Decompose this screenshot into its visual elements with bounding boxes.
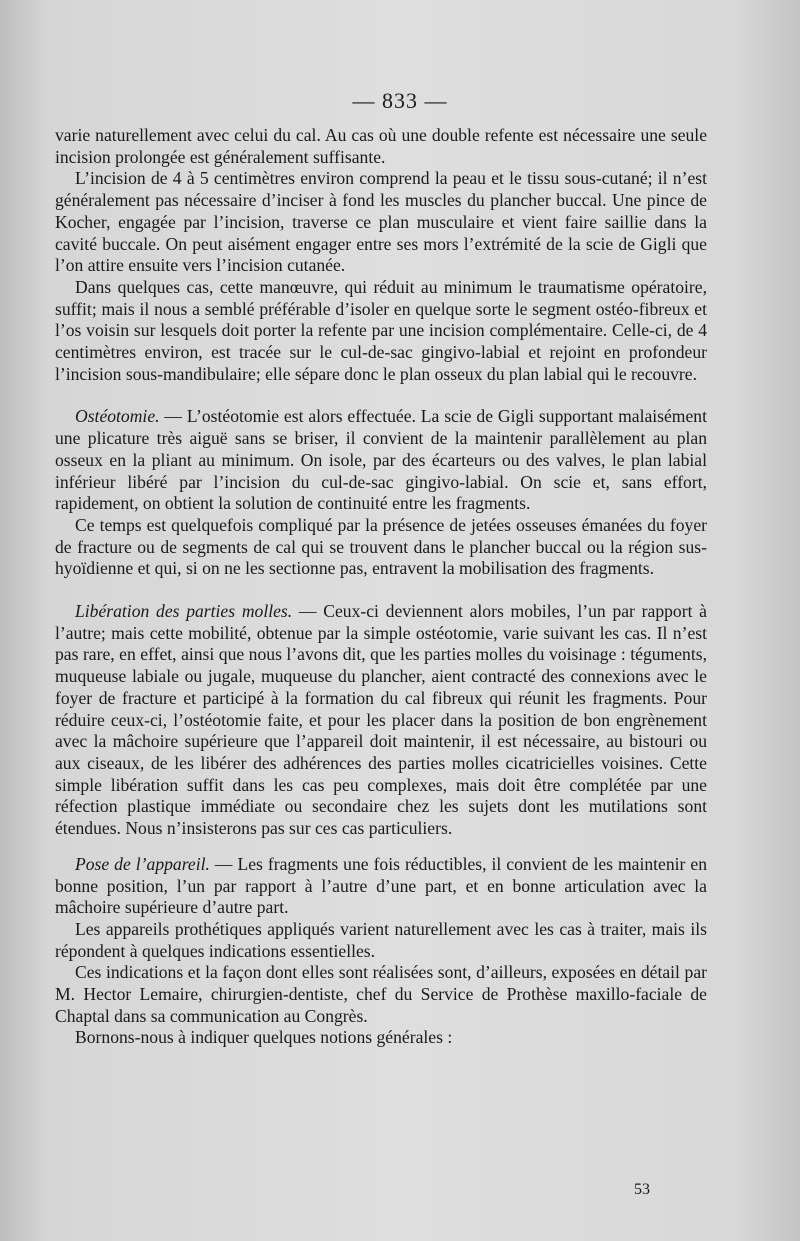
paragraph-liberation-text: — Ceux-ci deviennent alors mobiles, l’un par rapport à l’autre; mais cette mobilité, obtenue par la simple ostéotomie, varie suivant les cas. Il n’est pas rare, en effet, ainsi que nous l’avons dit, que les parties molles du voisinage : téguments, muqueuse labiale ou jugale, muqueuse du plancher, aient contracté des connexions avec le foyer de fracture et participé à la formation du cal fibreux qui réunit les fragments. Pour réduire ceux-ci, l’ostéotomie faite, et pour les placer dans la position de bon engrènement avec la mâchoire supérieure que l’appareil doit maintenir, il est nécessaire, au bistouri ou aux ciseaux, de les libérer des adhérences des parties molles cicatricielles voisines. Cette simple libération suffit dans les cas peu complexes, mais doit être complétée par une réfection plastique immédiate ou secondaire chez les sujets dont les mutilations sont étendues. Nous n’insisterons pas sur ces cas particuliers. xyxy=(55,601,707,839)
paragraph-9: Ces indications et la façon dont elles sont réalisées sont, d’ailleurs, exposées en détail par M. Hector Lemaire, chirurgien-dentiste, chef du Service de Prothèse maxillo-faciale de Chaptal dans sa communication au Congrès. xyxy=(55,962,707,1026)
paragraph-3: Dans quelques cas, cette manœuvre, qui réduit au minimum le traumatisme opératoire, suffit; mais il nous a semblé préférable d’isoler en quelque sorte le segment ostéo-fibreux et l’os voisin sur lesquels doit porter la refente par une incision complémentaire. Celle-ci, de 4 centimètres environ, est tracée sur le cul-de-sac gingivo-labial et rejoint en profondeur l’incision sous-mandibulaire; elle sépare donc le plan osseux du plan labial qui le recouvre. xyxy=(55,276,707,384)
paragraph-liberation xyxy=(55,601,707,840)
paragraph-10: Bornons-nous à indiquer quelques notions générales : xyxy=(75,1027,453,1048)
page-number: — 833 — xyxy=(352,88,448,113)
signature-mark: 53 xyxy=(634,1181,650,1198)
body-text xyxy=(55,125,707,1049)
section-title-osteotomie: Ostéotomie. xyxy=(75,406,160,427)
paragraph-8: Les appareils prothétiques appliqués varient naturellement avec les cas à traiter, mais ils répondent à quelques indications essentielles. xyxy=(55,918,707,961)
paragraph-pose-text: — Les fragments une fois réductibles, il convient de les maintenir en bonne position, l’un par rapport à l’autre d’une part, et en bonne articulation avec la mâchoire supérieure d’autre part. xyxy=(55,853,707,918)
section-title-liberation: Libération des parties molles. xyxy=(75,601,293,622)
section-title-pose: Pose de l’appareil. xyxy=(75,853,210,874)
paragraph-1: varie naturellement avec celui du cal. Au cas où une double refente est nécessaire une seule incision prolongée est généralement suffisante. xyxy=(55,125,707,167)
paragraph-pose xyxy=(55,854,707,919)
paragraph-osteotomie-text: — L’ostéotomie est alors effectuée. La scie de Gigli supportant malaisément une plicature très aiguë sans se briser, il convient de la maintenir parallèlement au plan osseux en la pliant au minimum. On isole, par des écarteurs ou des valves, le plan labial inférieur libéré par l’incision du cul-de-sac gingivo-labial. On scie et, sans effort, rapidement, on obtient la solution de continuité entre les fragments. xyxy=(55,406,707,514)
paragraph-osteotomie xyxy=(55,406,707,515)
paragraph-2: L’incision de 4 à 5 centimètres environ comprend la peau et le tissu sous-cutané; il n’est généralement pas nécessaire d’inciser à fond les muscles du plancher buccal. Une pince de Kocher, engagée par l’incision, traverse ce plan musculaire et vient faire saillie dans la cavité buccale. On peut aisément engager entre ses mors l’extrémité de la scie de Gigli que l’on attire ensuite vers l’incision cutanée. xyxy=(55,168,707,276)
paragraph-5: Ce temps est quelquefois compliqué par la présence de jetées osseuses émanées du foyer de fracture ou de segments de cal qui se trouvent dans le plancher buccal ou la région sus-hyoïdienne et qui, si on ne les sectionne pas, entravent la mobilisation des fragments. xyxy=(55,514,707,579)
